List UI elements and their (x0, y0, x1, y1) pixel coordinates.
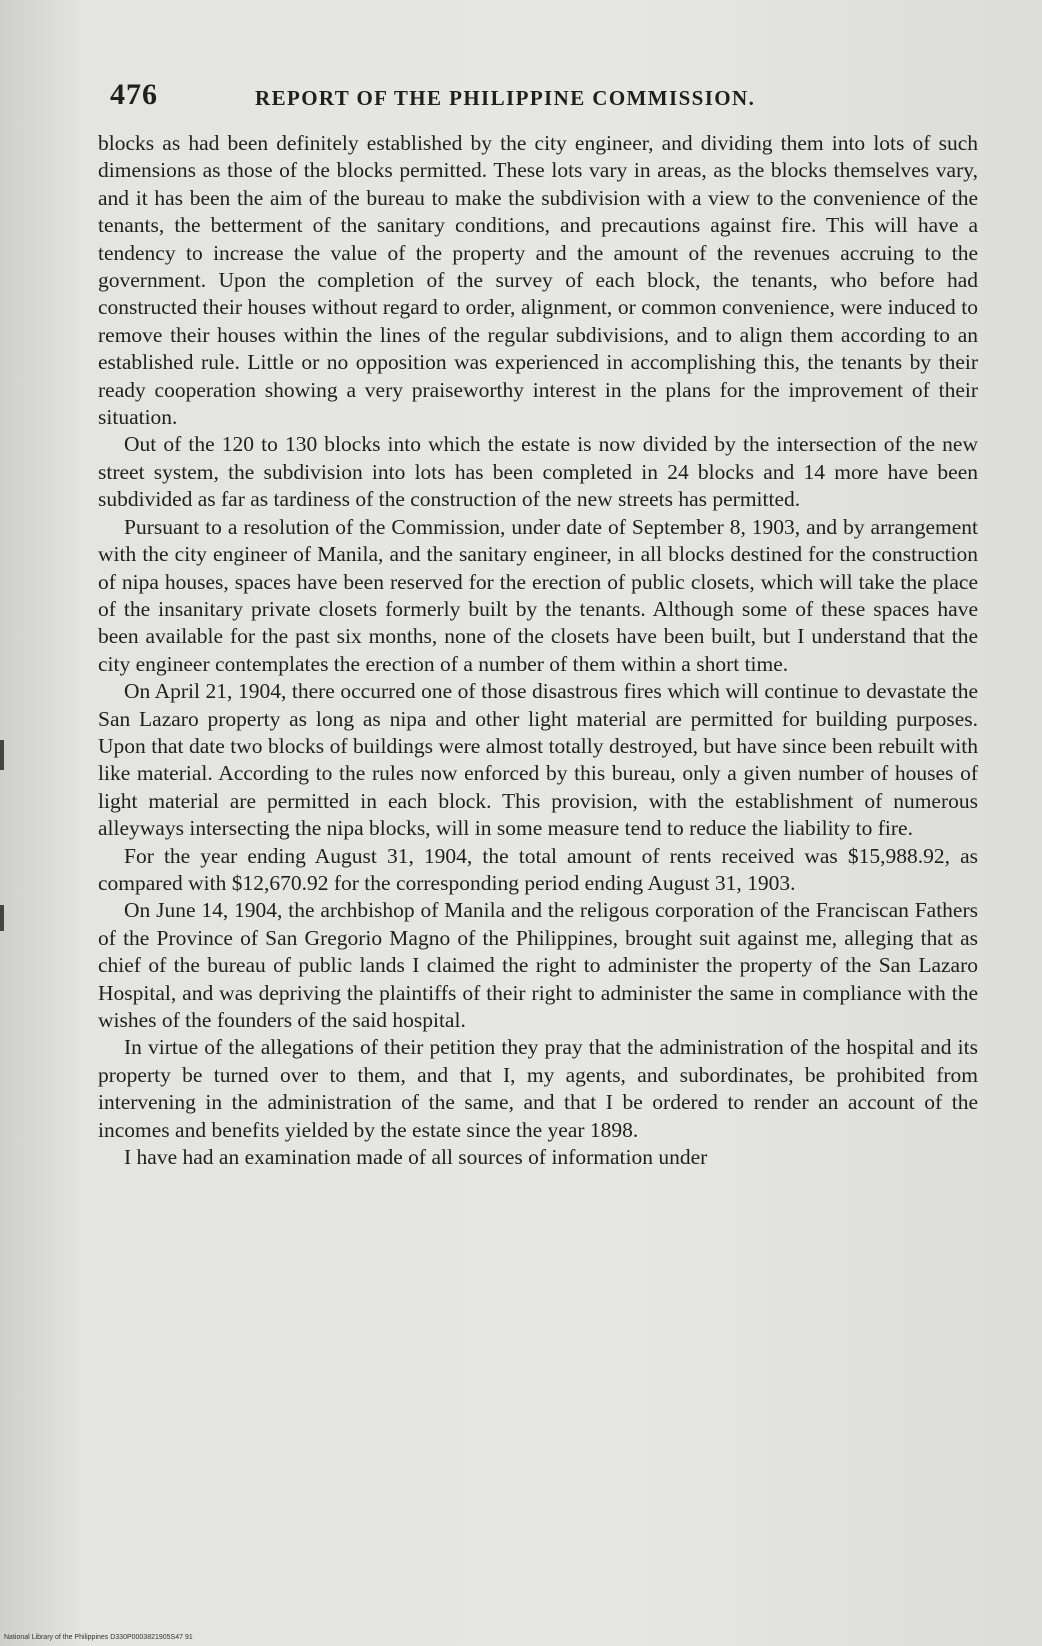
binding-edge-mark (0, 905, 4, 931)
scan-credit: National Library of the Philippines D330P0003821905S47 91 (4, 1634, 193, 1641)
paragraph: blocks as had been definitely established by the city engineer, and dividing them into lots of such dimensions as those of the blocks permitted. These lots vary in areas, as the blocks themselves vary, and it has been the aim of the bureau to make the subdivision with a view to the convenience of the tenants, the betterment of the sanitary conditions, and precautions against fire. This will have a tendency to increase the value of the property and the amount of the revenues accruing to the government. Upon the completion of the survey of each block, the tenants, who before had constructed their houses without regard to order, alignment, or common convenience, were induced to remove their houses within the lines of the regular subdivisions, and to align them according to an established rule. Little or no opposition was experienced in accomplishing this, the tenants by their ready cooperation showing a very praiseworthy interest in the plans for the improvement of their situation. (98, 131, 978, 430)
paragraph: In virtue of the allegations of their petition they pray that the administration of the hospital and its property be turned over to them, and that I, my agents, and subordinates, be prohibited from intervening in the administration of the same, and that I be ordered to render an account of the incomes and benefits yielded by the estate since the year 1898. (98, 1035, 978, 1142)
running-head: REPORT OF THE PHILIPPINE COMMISSION. (255, 86, 756, 110)
body-text (98, 130, 978, 1171)
binding-edge-mark (0, 740, 4, 770)
paragraph: On June 14, 1904, the archbishop of Manila and the religous corporation of the Franciscan Fathers of the Province of San Gregorio Magno of the Philippines, brought suit against me, alleging that as chief of the bureau of public lands I claimed the right to administer the property of the San Lazaro Hospital, and was depriving the plaintiffs of their right to administer the same in compliance with the wishes of the founders of the said hospital. (98, 898, 978, 1032)
paragraph: For the year ending August 31, 1904, the total amount of rents received was $15,988.92, as compared with $12,670.92 for the corresponding period ending August 31, 1903. (98, 843, 978, 895)
paragraph: I have had an examination made of all sources of information under (124, 1145, 708, 1170)
page-header (110, 78, 990, 118)
paragraph: Pursuant to a resolution of the Commission, under date of September 8, 1903, and by arrangement with the city engineer of Manila, and the sanitary engineer, in all blocks destined for the construction of nipa houses, spaces have been reserved for the erection of public closets, which will take the place of the insanitary private closets formerly built by the tenants. Although some of these spaces have been available for the past six months, none of the closets have been built, but I understand that the city engineer contemplates the erection of a number of them within a short time. (98, 514, 978, 676)
paragraph: Out of the 120 to 130 blocks into which the estate is now divided by the intersection of the new street system, the subdivision into lots has been completed in 24 blocks and 14 more have been subdivided as far as tardiness of the construction of the new streets has permitted. (98, 432, 978, 512)
paragraph: On April 21, 1904, there occurred one of those disastrous fires which will continue to devastate the San Lazaro property as long as nipa and other light material are permitted for building purposes. Upon that date two blocks of buildings were almost totally destroyed, but have since been rebuilt with like material. According to the rules now enforced by this bureau, only a given number of houses of light material are permitted in each block. This provision, with the establishment of numerous alleyways intersecting the nipa blocks, will in some measure tend to reduce the liability to fire. (98, 679, 978, 841)
page-number: 476 (110, 78, 158, 111)
